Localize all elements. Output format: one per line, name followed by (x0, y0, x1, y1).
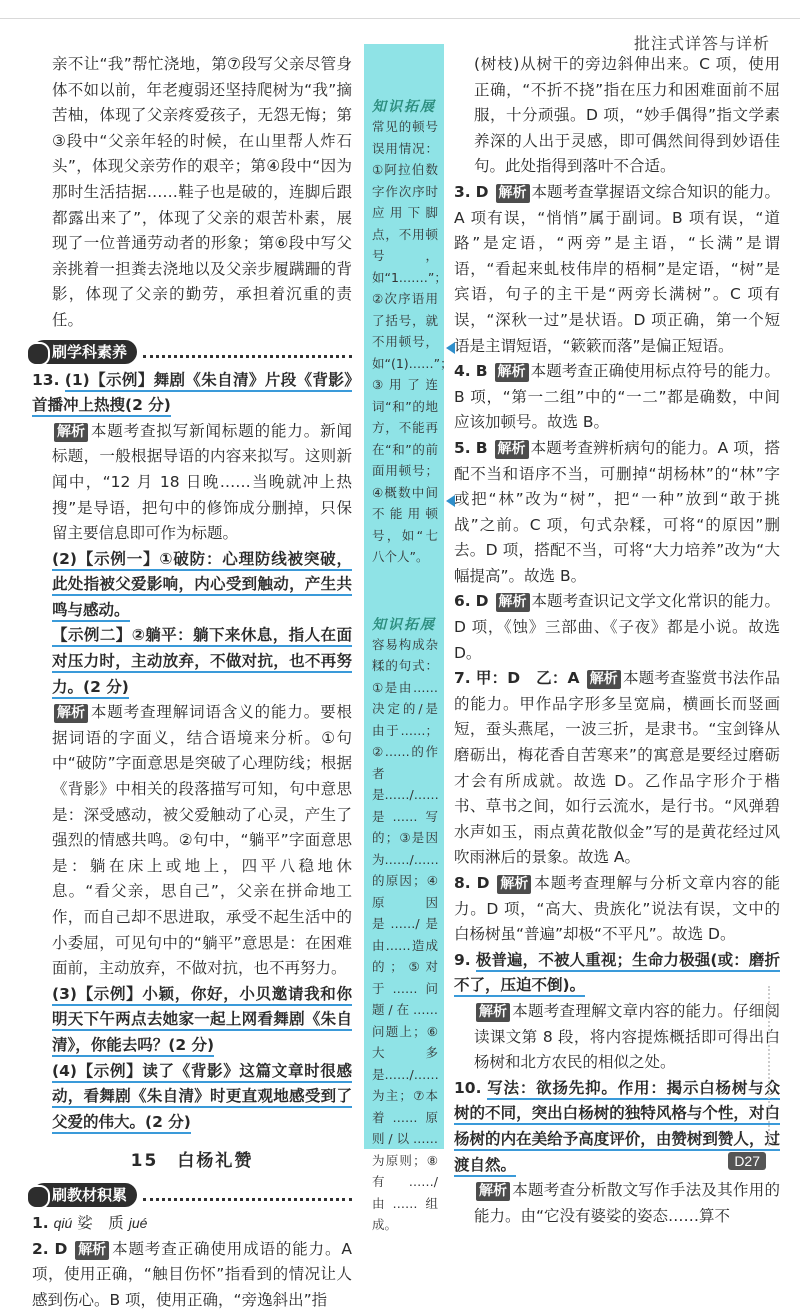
question-number: 5. (454, 438, 471, 457)
q13-analysis-2 (32, 700, 352, 982)
analysis-text: 本题考查正确使用标点符号的能力。B 项，“第一二组”中的“一二”都是确数，中间应该加顿号。故选 B。 (454, 362, 780, 432)
analysis-tag: 解析 (496, 184, 530, 203)
header-rule (0, 18, 800, 19)
analysis-text: 本题考查理解与分析文章内容的能力。D 项，“高大、贵族化”说法有误，文中的白杨树虽“普遍”却极“不平凡”。故选 D。 (454, 874, 780, 944)
q4-answer (454, 359, 780, 436)
analysis-text: 本题考查理解词语含义的能力。要根据词语的字面义，结合语境来分析。①句中“破防”字面意思是突破了心理防线；根据《背影》中相关的段落描写可知，句中意思是：深受感动，被父爱触动了心灵，产生了强烈的情感共鸣。②句中，“躺平”字面意思是：躺在床上或地上，四平八稳地休息。“看父亲，思自己”，父亲在拼命地工作，而自己却不思进取，承受不起生活中的小委屈，可见句中的“躺平”意思是：在困难面前，主动放弃，不做对抗，也不再努力。 (52, 703, 352, 978)
answer-text: 写法：欲扬先抑。作用：揭示白杨树与众树的不同，突出白杨树的独特风格与个性，对白杨树的内在美给予高度评价，由赞树到赞人，过渡自然。 (454, 1079, 780, 1177)
analysis-tag: 解析 (495, 440, 529, 459)
q2-continuation: (树枝)从树干的旁边斜伸出来。C 项，使用正确，“不折不挠”指在压力和困难面前不屈服，十分顽强。D 项，“妙手偶得”指文学素养深的人出于灵感，即可偶然间得到妙语佳句。此处指得到落叶不合适。 (474, 55, 780, 176)
q3-answer (454, 180, 780, 359)
q10-analysis (454, 1178, 780, 1229)
sidebar-note-comma: 常见的顿号误用情况：①阿拉伯数字作次序时应用下脚点，不用顿号，如“1.……”；②次序语用了括号，就不用顿号，如“(1)……”；③用了连词“和”的地方，不能再在“和”的前面用顿号；④概数中间不能用顿号，如“七八个人”。 (372, 119, 453, 564)
q5-answer (454, 436, 780, 590)
answer-text: (3)【示例】小颖，你好，小贝邀请我和你明天下午两点去她家一起上网看舞剧《朱自清》，你能去吗？(2 分) (52, 985, 352, 1057)
left-intro-paragraph: 亲不让“我”帮忙浇地，第⑦段写父亲尽管身体不如以前，年老瘦弱还坚持爬树为“我”摘苦柚，体现了父亲疼爱孩子，无怨无悔；第③段中“父亲年轻的时候，在山里帮人炸石头”，体现父亲劳作的艰辛；第④段中“因为那时生活拮据……鞋子也是破的，连脚后跟都露出来了”，体现了父亲的艰苦朴素，展现了一位普通劳动者的形象；第⑥段中写父亲挑着一担粪去浇地以及父亲步履蹒跚的背影，体现了父亲的勤劳，承担着沉重的责任。 (52, 55, 352, 329)
q2-answer (32, 1237, 352, 1313)
pinyin-answer: qiú (53, 1214, 73, 1231)
analysis-text: 本题考查鉴赏书法作品的能力。甲作品字形多呈宽扁，横画长而竖画短，蚕头燕尾，一波三折，是隶书。“宝剑锋从磨砺出，梅花香自苦寒来”的寓意是要经过磨砺才会有所成就。故选 D。乙作品字形介于楷书、草书之间，如行云流水，是行书。“风弹碧水声如玉，雨点黄花散似金”写的是黄花经过风吹雨淋后的景象。故选 A。 (454, 669, 780, 867)
analysis-text: 本题考查正确使用成语的能力。A 项，使用正确，“触目伤怀”指看到的情况让人感到伤心。B 项，使用正确，“旁逸斜出”指 (32, 1239, 352, 1309)
q7-answer (454, 666, 780, 871)
dotted-rule (143, 1188, 352, 1201)
answer-letter: D (476, 874, 490, 892)
answer-letter: D (475, 592, 489, 611)
analysis-tag: 解析 (75, 1241, 109, 1260)
answer-text: (2)【示例一】①破防：心理防线被突破，此处指被父爱影响，内心受到触动，产生共鸣与感动。 (52, 550, 352, 622)
pinyin-answer: jué (128, 1214, 148, 1231)
char-answer: 娑 质 (77, 1213, 124, 1232)
q6-answer (454, 589, 780, 666)
analysis-tag: 解析 (497, 875, 531, 894)
analysis-tag: 解析 (54, 704, 88, 723)
q13-answer-2a (32, 547, 352, 624)
section-label: 刷教材积累 (32, 1183, 137, 1207)
sidebar-title: 知识拓展 (372, 99, 436, 115)
analysis-text: 本题考查识记文学文化常识的能力。D 项，《蚀》三部曲、《子夜》都是小说。故选 D。 (454, 592, 780, 662)
question-number: 3. (454, 182, 471, 201)
q13-answer-2b (32, 623, 352, 700)
analysis-tag: 解析 (496, 593, 530, 612)
q9-analysis (454, 999, 780, 1076)
q9-answer (454, 948, 780, 999)
question-number: 4. (454, 362, 471, 381)
q13-answer-3 (32, 982, 352, 1059)
section-label: 刷学科素养 (32, 340, 137, 364)
answer-letter: B (475, 362, 488, 381)
dotted-rule (143, 345, 352, 358)
analysis-text: 本题考查理解文章内容的能力。仔细阅读课文第 8 段，将内容提炼概括即可得出白杨树和北方农民的相似之处。 (474, 1001, 780, 1072)
answer-letter: D (54, 1239, 68, 1258)
analysis-tag: 解析 (476, 1003, 510, 1022)
answer-letter: 甲：D 乙：A (475, 669, 580, 688)
corner-decoration (768, 986, 786, 1146)
analysis-tag: 解析 (495, 363, 529, 382)
question-number: 8. (454, 874, 471, 892)
sidebar-title: 知识拓展 (372, 616, 436, 633)
right-column (454, 52, 780, 1229)
analysis-text: 本题考查分析散文写作手法及其作用的能力。由“它没有婆娑的姿态……算不 (474, 1181, 780, 1225)
knowledge-sidebar (364, 44, 453, 1232)
question-number: 1. (32, 1213, 49, 1232)
left-column (32, 52, 352, 1313)
question-number: 9. (454, 950, 471, 969)
question-number: 7. (454, 669, 471, 688)
analysis-text: 本题考查拟写新闻标题的能力。新闻标题，一般根据导语的内容来拟写。这则新闻中，“12 月 18 日晚……当晚就冲上热搜”是导语，把句中的修饰成分删掉，只保留主要信息即可作为标题。 (52, 421, 352, 543)
analysis-tag: 解析 (587, 670, 621, 689)
answer-letter: B (475, 438, 488, 457)
q1-answer (32, 1211, 352, 1237)
q13-answer-1 (32, 368, 352, 419)
question-number: 10. (454, 1078, 482, 1097)
answer-text: (1)【示例】舞剧《朱自清》片段《背影》首播冲上热搜(2 分) (32, 371, 352, 418)
answer-letter: D (475, 182, 489, 201)
sidebar-note-mixed-sentences: 容易构成杂糅的句式：①是由……决定的/是由于……；②……的作者是……/……是……写的；③是因为……/……的原因；④原因是……/是由……造成的；⑤对于……问题/在……问题上；⑥大多是……/……为主；⑦本着……原则/以……为原则；⑧有……/由……组成。 (372, 636, 439, 1232)
question-number: 13. (32, 370, 60, 389)
chapter-title: 15 白杨礼赞 (130, 1151, 254, 1172)
section-heading-literacy (32, 340, 352, 364)
q13-answer-4 (32, 1059, 352, 1136)
answer-text: 极普遍，不被人重视；生命力极强(或：磨折不了，压迫不倒)。 (454, 951, 780, 998)
analysis-text: 本题考查掌握语文综合知识的能力。A 项有误，“悄悄”属于副词。B 项有误，“道路”是定语，“两旁”是主语，“长满”是谓语，“看起来虬枝伟岸的梧桐”是定语，“树”是宾语，句子的主干是“两旁长满树”。C 项有误，“深秋一过”是状语。D 项正确，第一个短语是主谓短语，“簌簌而落”是偏正短语。 (454, 182, 780, 355)
analysis-tag: 解析 (54, 423, 88, 442)
question-number: 2. (32, 1239, 49, 1258)
answer-text: 【示例二】②躺平：躺下来休息，指人在面对压力时，主动放弃，不做对抗，也不再努力。(2 分) (52, 626, 352, 698)
q13-analysis-1 (32, 419, 352, 547)
section-heading-textbook (32, 1183, 352, 1207)
page-header-title: 批注式详答与详析 (633, 34, 770, 53)
q8-answer (454, 871, 780, 948)
page-number: D27 (728, 1152, 766, 1170)
analysis-tag: 解析 (476, 1182, 510, 1201)
answer-text: (4)【示例】读了《背影》这篇文章时很感动，看舞剧《朱自清》时更直观地感受到了父爱的伟大。(2 分) (52, 1062, 352, 1134)
analysis-text: 本题考查辨析病句的能力。A 项，搭配不当和语序不当，可删掉“胡杨林”的“林”字或把“林”改为“树”，把“一种”放到“敢于挑战”之前。C 项，句式杂糅，可将“的原因”删去。D 项，搭配不当，可将“大力培养”改为“大幅提高”。故选 B。 (454, 438, 780, 585)
question-number: 6. (454, 592, 471, 611)
